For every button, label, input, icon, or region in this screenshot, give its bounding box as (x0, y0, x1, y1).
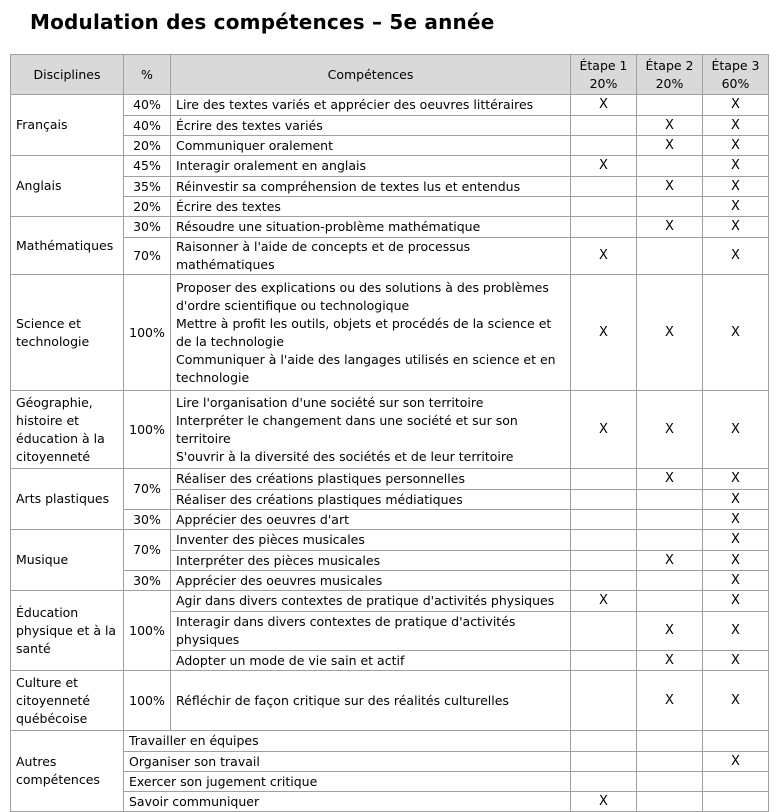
etape-1-mark: X (571, 95, 637, 116)
percent-cell: 30% (124, 571, 171, 591)
table-row (11, 197, 769, 217)
etape-1-mark (571, 490, 637, 510)
etape-1-mark (571, 177, 637, 197)
percent-cell: 35% (124, 177, 171, 197)
table-row (11, 510, 769, 530)
etape-3-mark: X (703, 752, 769, 772)
competence-cell (171, 177, 571, 197)
etape-1-mark (571, 136, 637, 156)
etape-1-pct: 20% (589, 75, 618, 91)
header-percent: % (124, 55, 171, 95)
etape-2-mark: X (637, 217, 703, 238)
discipline-cell: Éducation physique et à la santé (11, 591, 124, 671)
competence-text: Lire des textes variés et apprécier des oeuvres littéraires (176, 97, 534, 112)
etape-1-mark (571, 752, 637, 772)
header-competences: Compétences (171, 55, 571, 95)
table-row (11, 671, 769, 731)
discipline-cell: Mathématiques (11, 217, 124, 275)
etape-1-mark (571, 217, 637, 238)
etape-1-mark: X (571, 792, 637, 812)
competence-text: Adopter un mode de vie sain et actif (176, 652, 405, 668)
table-row (11, 731, 769, 752)
discipline-cell: Arts plastiques (11, 469, 124, 530)
competence-cell (124, 792, 571, 812)
competence-cell (171, 156, 571, 177)
percent-cell: 30% (124, 510, 171, 530)
etape-1-mark (571, 612, 637, 651)
etape-2-mark (637, 752, 703, 772)
etape-2-mark (637, 95, 703, 116)
etape-2-mark: X (637, 391, 703, 469)
etape-3-mark: X (703, 238, 769, 275)
percent-cell: 40% (124, 95, 171, 116)
etape-2-pct: 20% (655, 75, 684, 91)
etape-1-mark (571, 510, 637, 530)
competence-text: Inventer des pièces musicales (176, 532, 365, 547)
etape-1-mark (571, 731, 637, 752)
etape-3-mark: X (703, 275, 769, 391)
percent-cell: 100% (124, 391, 171, 469)
table-row (11, 792, 769, 812)
etape-2-mark (637, 792, 703, 812)
etape-2-name: Étape 2 (645, 57, 694, 73)
competence-cell (171, 238, 571, 275)
header-etape-1 (571, 55, 637, 95)
etape-1-mark (571, 651, 637, 671)
table-row (11, 177, 769, 197)
table-row (11, 136, 769, 156)
competence-text: Mettre à profit les outils, objets et procédés de la science et de la technologie (176, 315, 552, 349)
competence-cell (171, 469, 571, 490)
competence-text: Travailler en équipes (129, 733, 259, 748)
etape-2-mark: X (637, 469, 703, 490)
competence-text: Réaliser des créations plastiques médiatiques (176, 491, 463, 507)
table-row (11, 752, 769, 772)
table-row (11, 772, 769, 792)
competence-cell (171, 116, 571, 136)
etape-2-mark: X (637, 116, 703, 136)
etape-3-mark: X (703, 551, 769, 571)
competence-text: Communiquer oralement (176, 137, 334, 153)
competence-cell (171, 197, 571, 217)
competence-cell (171, 651, 571, 671)
etape-2-mark (637, 490, 703, 510)
table-row (11, 571, 769, 591)
etape-1-mark (571, 671, 637, 731)
etape-3-mark: X (703, 591, 769, 612)
competence-text: Écrire des textes (176, 198, 281, 214)
discipline-cell: Culture et citoyenneté québécoise (11, 671, 124, 731)
etape-3-mark (703, 731, 769, 752)
etape-2-mark (637, 591, 703, 612)
table-row (11, 591, 769, 612)
etape-1-mark: X (571, 156, 637, 177)
etape-2-mark (637, 571, 703, 591)
competence-text: Exercer son jugement critique (129, 773, 318, 789)
competence-cell (171, 275, 571, 391)
table-row (11, 391, 769, 469)
competence-cell (171, 391, 571, 469)
competence-table (10, 54, 769, 812)
competence-text: Apprécier des oeuvres musicales (176, 572, 383, 588)
percent-cell: 100% (124, 591, 171, 671)
competence-text: Interagir oralement en anglais (176, 158, 367, 173)
competence-text: Proposer des explications ou des solutions à des problèmes d'ordre scientifique ou technologique (176, 279, 549, 313)
percent-cell: 70% (124, 530, 171, 571)
etape-1-mark: X (571, 391, 637, 469)
competence-cell (171, 217, 571, 238)
header-disciplines: Disciplines (11, 55, 124, 95)
competence-cell (171, 510, 571, 530)
competence-cell (124, 752, 571, 772)
etape-2-mark: X (637, 136, 703, 156)
etape-3-mark: X (703, 197, 769, 217)
etape-3-mark: X (703, 217, 769, 238)
competence-text: Lire l'organisation d'une société sur son territoire (176, 394, 484, 410)
competence-cell (171, 490, 571, 510)
etape-1-mark: X (571, 275, 637, 391)
percent-cell: 100% (124, 671, 171, 731)
etape-2-mark (637, 530, 703, 551)
etape-1-mark: X (571, 591, 637, 612)
header-row (11, 55, 769, 95)
competence-text: Interpréter des pièces musicales (176, 552, 381, 568)
etape-3-mark (703, 772, 769, 792)
etape-3-mark: X (703, 95, 769, 116)
competence-text: Interpréter le changement dans une société et sur son territoire (176, 412, 518, 446)
etape-2-mark (637, 156, 703, 177)
etape-1-mark (571, 197, 637, 217)
competence-text: Résoudre une situation-problème mathématique (176, 219, 481, 234)
percent-cell: 40% (124, 116, 171, 136)
table-row (11, 469, 769, 490)
competence-cell (171, 95, 571, 116)
etape-2-mark: X (637, 671, 703, 731)
etape-2-mark: X (637, 275, 703, 391)
etape-3-mark: X (703, 671, 769, 731)
percent-cell: 70% (124, 238, 171, 275)
percent-cell: 70% (124, 469, 171, 510)
percent-cell: 45% (124, 156, 171, 177)
competence-cell (124, 772, 571, 792)
etape-3-mark: X (703, 136, 769, 156)
competence-text: Apprécier des oeuvres d'art (176, 511, 350, 527)
competence-text: Réfléchir de façon critique sur des réalités culturelles (176, 692, 509, 708)
etape-3-mark: X (703, 510, 769, 530)
percent-cell: 30% (124, 217, 171, 238)
etape-3-mark: X (703, 177, 769, 197)
etape-1-mark (571, 571, 637, 591)
discipline-cell: Science et technologie (11, 275, 124, 391)
etape-3-mark: X (703, 116, 769, 136)
table-row (11, 217, 769, 238)
competence-cell (171, 136, 571, 156)
discipline-cell: Anglais (11, 156, 124, 217)
etape-2-mark: X (637, 177, 703, 197)
competence-text: Savoir communiquer (129, 793, 260, 809)
competence-text: Réinvestir sa compréhension de textes lus et entendus (176, 178, 521, 194)
etape-1-mark (571, 772, 637, 792)
header-etape-2 (637, 55, 703, 95)
competence-text: Organiser son travail (129, 753, 260, 769)
competence-cell (171, 591, 571, 612)
competence-cell (171, 671, 571, 731)
etape-3-mark: X (703, 571, 769, 591)
percent-cell: 20% (124, 197, 171, 217)
competence-cell (124, 731, 571, 752)
header-etape-3 (703, 55, 769, 95)
table-row (11, 275, 769, 391)
competence-cell (171, 612, 571, 651)
competence-text: S'ouvrir à la diversité des sociétés et de leur territoire (176, 448, 514, 464)
competence-cell (171, 571, 571, 591)
etape-1-mark (571, 116, 637, 136)
competence-text: Communiquer à l'aide des langages utilisés en science et en technologie (176, 351, 556, 385)
table-row (11, 238, 769, 275)
table-row (11, 156, 769, 177)
etape-2-mark (637, 510, 703, 530)
discipline-cell: Géographie, histoire et éducation à la citoyenneté (11, 391, 124, 469)
table-row (11, 530, 769, 551)
competence-text: Interagir dans divers contextes de pratique d'activités physiques (176, 614, 516, 647)
etape-1-mark (571, 530, 637, 551)
etape-1-mark: X (571, 238, 637, 275)
etape-3-mark: X (703, 651, 769, 671)
percent-cell: 100% (124, 275, 171, 391)
etape-3-mark: X (703, 612, 769, 651)
etape-3-mark: X (703, 530, 769, 551)
competence-text: Raisonner à l'aide de concepts et de processus mathématiques (176, 239, 471, 272)
competence-cell (171, 551, 571, 571)
etape-2-mark: X (637, 612, 703, 651)
percent-cell: 20% (124, 136, 171, 156)
discipline-cell: Musique (11, 530, 124, 591)
etape-3-name: Étape 3 (711, 57, 760, 73)
table-row (11, 116, 769, 136)
etape-2-mark: X (637, 551, 703, 571)
etape-1-name: Étape 1 (579, 57, 628, 73)
competence-cell (171, 530, 571, 551)
etape-2-mark (637, 772, 703, 792)
competence-text: Écrire des textes variés (176, 117, 323, 133)
etape-2-mark (637, 238, 703, 275)
etape-3-mark: X (703, 490, 769, 510)
etape-3-mark: X (703, 156, 769, 177)
etape-2-mark: X (637, 651, 703, 671)
competence-text: Agir dans divers contextes de pratique d'activités physiques (176, 593, 555, 608)
etape-3-mark: X (703, 469, 769, 490)
competence-text: Réaliser des créations plastiques personnelles (176, 471, 465, 486)
etape-3-pct: 60% (721, 75, 750, 91)
etape-1-mark (571, 469, 637, 490)
discipline-cell: Autres compétences (11, 731, 124, 812)
etape-1-mark (571, 551, 637, 571)
etape-2-mark (637, 731, 703, 752)
etape-2-mark (637, 197, 703, 217)
etape-3-mark (703, 792, 769, 812)
discipline-cell: Français (11, 95, 124, 156)
table-row (11, 95, 769, 116)
etape-3-mark: X (703, 391, 769, 469)
page-title: Modulation des compétences – 5e année (30, 10, 495, 34)
